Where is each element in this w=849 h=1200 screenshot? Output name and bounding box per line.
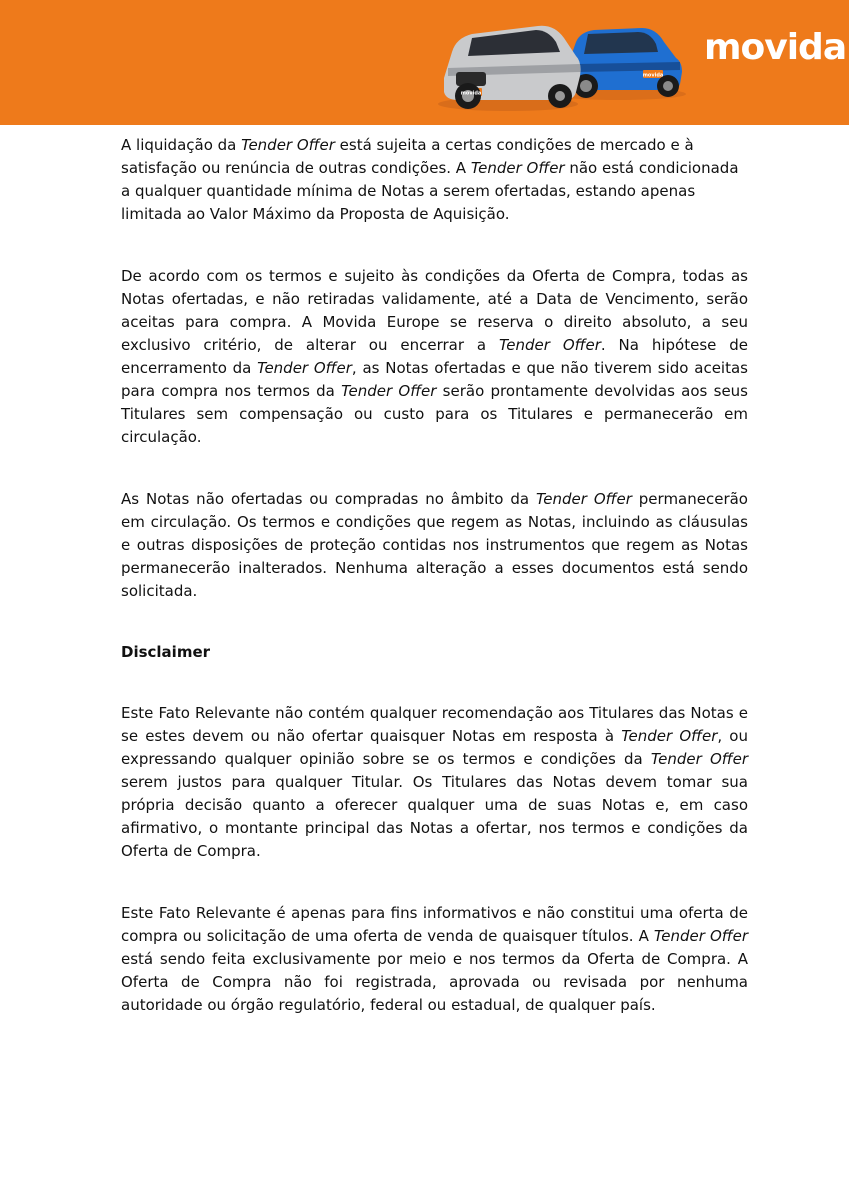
paragraph-settlement: A liquidação da Tender Offer está sujeita a certas condições de mercado e à satisfação ou renúncia de outras condições. A Tender Offer não está condicionada a qualquer quantidade mínima de Notas a serem ofertadas, estando apenas limitada ao Valor Máximo da Proposta de Aquisição. (121, 136, 739, 223)
car2-plate: movida (642, 72, 664, 79)
silver-car (438, 26, 581, 111)
paragraph-acceptance: De acordo com os termos e sujeito às condições da Oferta de Compra, todas as Notas ofertadas, e não retiradas validamente, até a Data de Vencimento, serão aceitas para compra. A Movida Europe se reserva o direito absoluto, a seu exclusivo critério, de alterar ou encerrar a Tender Offer. Na hipótese de encerramento da Tender Offer, as Notas ofertadas e que não tiverem sido aceitas para compra nos termos da Tender Offer serão prontamente devolvidas aos seus Titulares sem compensação ou custo para os Titulares e permanecerão em circulação. (121, 267, 748, 446)
disclaimer-heading: Disclaimer (121, 643, 211, 661)
movida-logo: movida (704, 27, 847, 68)
car1-plate: movida (460, 90, 482, 97)
document-body (121, 134, 748, 1017)
page-header (0, 0, 849, 125)
paragraph-no-recommendation: Este Fato Relevante não contém qualquer recomendação aos Titulares das Notas e se estes devem ou não ofertar quaisquer Notas em resposta à Tender Offer, ou expressando qualquer opinião sobre se os termos e condições da Tender Offer serem justos para qualquer Titular. Os Titulares das Notas devem tomar sua própria decisão quanto a oferecer qualquer uma de suas Notas e, em caso afirmativo, o montante principal das Notas a ofertar, nos termos e condições da Oferta de Compra. (121, 704, 748, 860)
cars-illustration (438, 12, 688, 116)
paragraph-informative-only: Este Fato Relevante é apenas para fins informativos e não constitui uma oferta de compra ou solicitação de uma oferta de venda de quaisquer títulos. A Tender Offer está sendo feita exclusivamente por meio e nos termos da Oferta de Compra. A Oferta de Compra não foi registrada, aprovada ou revisada por nenhuma autoridade ou órgão regulatório, federal ou estadual, de qualquer país. (121, 904, 748, 1014)
paragraph-notes-outstanding: As Notas não ofertadas ou compradas no âmbito da Tender Offer permanecerão em circulação. Os termos e condições que regem as Notas, incluindo as cláusulas e outras disposições de proteção contidas nos instrumentos que regem as Notas permanecerão inalterados. Nenhuma alteração a esses documentos está sendo solicitada. (121, 490, 748, 600)
